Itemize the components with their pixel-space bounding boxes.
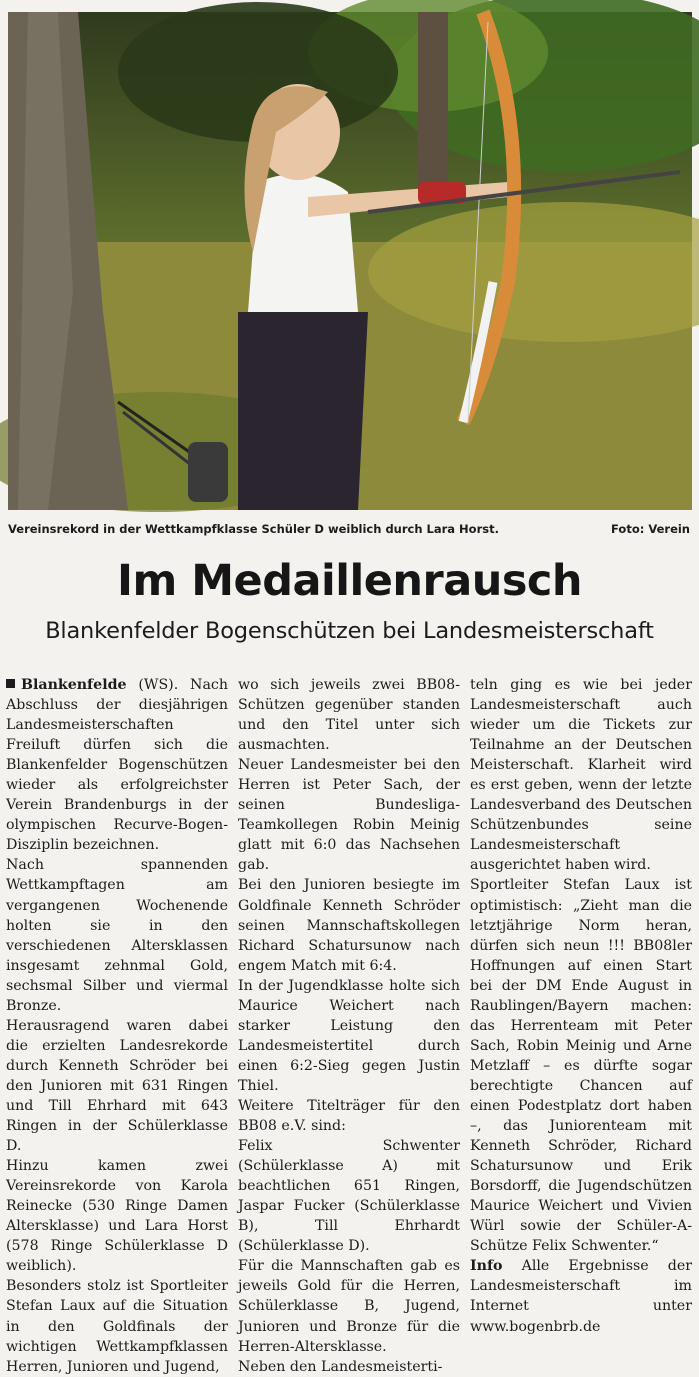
paragraph: Herausragend waren dabei die erzielten Landesrekorde durch Kenneth Schröder bei den Junioren mit 631 Ringen und Till Ehrhard mit 643 Ringen in der Schülerklasse D. [6,1017,228,1155]
dateline: Blankenfelde [21,677,127,693]
photo-credit: Foto: Verein [611,522,690,536]
article-column-1 [6,675,228,1375]
headline: Im Medaillenrausch [116,556,583,606]
paragraph: Weitere Titelträger für den BB08 e.V. sind: [238,1097,460,1135]
lead-text: (WS). Nach Abschluss der diesjährigen Landesmeisterschaften Freiluft dürfen sich die Blankenfelder Bogenschützen wieder als erfolgreichster Verein Brandenburgs in der olympischen Recurve-Bogen-Disziplin bezeichnen. [6,677,228,854]
paragraph: Neben den Landesmeisterti- [238,1358,443,1375]
bullet-square-icon [6,679,15,688]
paragraph: wo sich jeweils zwei BB08-Schützen gegenüber standen und den Titel unter sich ausmachten. [238,677,460,754]
info-label: Info [470,1258,503,1275]
info-text: Alle Ergebnisse der Landesmeisterschaft im Internet unter www.bogenbrb.de [470,1258,692,1335]
lead-paragraph [6,675,228,855]
paragraph: Neuer Landesmeister bei den Herren ist Peter Sach, der seinen Bundesliga-Teamkollegen Robin Meinig glatt mit 6:0 das Nachsehen gab. [238,757,460,874]
paragraph: Besonders stolz ist Sportleiter Stefan Laux auf die Situation in den Goldfinals der wichtigen Wettkampfklassen Herren, Junioren und Jugend, [6,1278,228,1375]
article-photo [8,12,692,510]
paragraph: Hinzu kamen zwei Vereinsrekorde von Karola Reinecke (530 Ringe Damen Altersklasse) und Lara Horst (578 Ringe Schülerklasse D weiblich). [6,1158,228,1275]
photo-caption-row [8,522,692,542]
paragraph: Sportleiter Stefan Laux ist optimistisch: „Zieht man die letztjährige Norm heran, dürfen sich neun !!! BB08ler Hoffnungen auf einen Start bei der DM Ende August in Raublingen/Bayern machen: das Herrenteam mit Peter Sach, Robin Meinig und Arne Metzlaff – es dürfte sogar berechtigte Chancen auf einen Podestplatz dort haben –, das Juniorenteam mit Kenneth Schröder, Richard Schatursunow und Erik Borsdorff, die Jugendschützen Maurice Weichert und Vivien Würl sowie der Schüler-A-Schütze Felix Schwenter.“ [470,877,692,1255]
article-column-3 [470,675,692,1335]
archer-girl-icon [8,12,692,510]
paragraph: Bei den Junioren besiegte im Goldfinale Kenneth Schröder seinen Mannschaftskollegen Richard Schatursunow nach engem Match mit 6:4. [238,877,460,974]
info-paragraph [470,1256,692,1336]
photo-caption: Vereinsrekord in der Wettkampfklasse Schüler D weiblich durch Lara Horst. [8,522,499,536]
paragraph: Nach spannenden Wettkampftagen am vergangenen Wochenende holten sie in den verschiedenen Altersklassen insgesamt zehnmal Gold, sechsmal Silber und viermal Bronze. [6,857,228,1014]
article-column-2 [238,675,460,1375]
paragraph: In der Jugendklasse holte sich Maurice Weichert nach starker Leistung den Landesmeistertitel durch einen 6:2-Sieg gegen Justin Thiel. [238,977,460,1094]
paragraph: teln ging es wie bei jeder Landesmeisterschaft auch wieder um die Tickets zur Teilnahme an der Deutschen Meisterschaft. Klarheit wird es erst geben, wenn der letzte Landesverband des Deutschen Schützenbundes seine Landesmeisterschaft ausgerichtet haben wird. [470,677,692,874]
subheadline: Blankenfelder Bogenschützen bei Landesmeisterschaft [45,618,654,644]
paragraph: Für die Mannschaften gab es jeweils Gold für die Herren, Schülerklasse B, Jugend, Junioren und Bronze für die Herren-Altersklasse. [238,1258,460,1355]
paragraph: Felix Schwenter (Schülerklasse A) mit beachtlichen 651 Ringen, Jaspar Fucker (Schülerklasse B), Till Ehrhardt (Schülerklasse D). [238,1138,460,1255]
